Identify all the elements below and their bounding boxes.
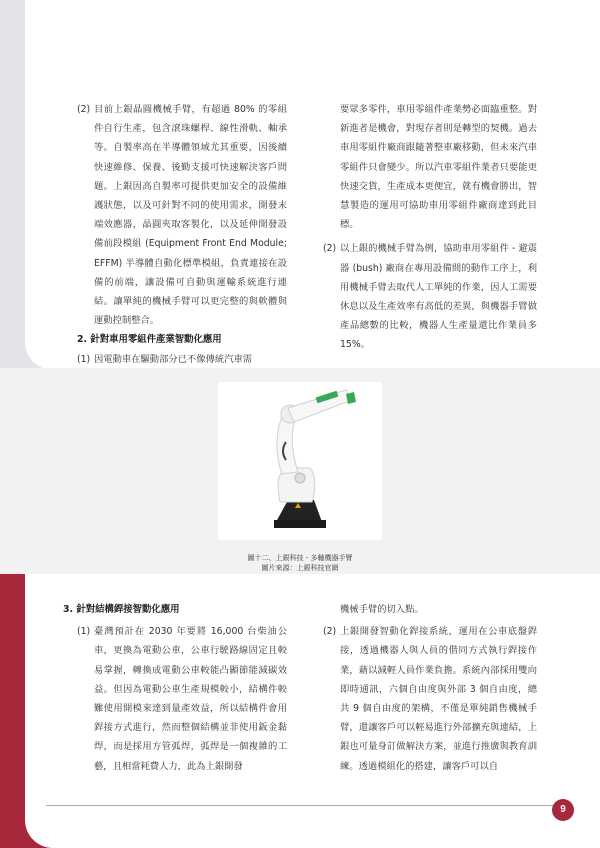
footer-rule — [46, 805, 556, 806]
item-text: 以上銀的機械手臂為例，協助車用零組件 - 避震器 (bush) 廠商在專用設備間的動作工序上，利用機械手臂去取代人工單純的作業，因人工需要休息以及生產效率有高低的差異，與機器手臂做產品總數的比較，機器人生產量還比作業員多 15%。 — [340, 243, 537, 351]
list-item-1 — [77, 350, 287, 369]
section-heading-3: 3. 針對結構銲接智動化應用 — [63, 604, 180, 615]
list-item-2 — [323, 239, 537, 354]
item-number: (2) — [323, 243, 337, 255]
continued-text: 要眾多零件，車用零組件產業勢必面臨重整。對新進者是機會，對現存者則是轉型的契機。過去車用零組件廠商跟隨著整車廠移動，但未來汽車零組件只會變少。所以汽車零組件業者只要能更快速交貨，生產成本更便宜，就有機會勝出，智慧製造的運用可協助車用零組件廠商達到此目標。 — [340, 104, 537, 231]
page-number: 9 — [552, 799, 574, 821]
robot-arm-icon — [218, 382, 382, 540]
item-text: 目前上銀晶圓機械手臂，有超過 80% 的零組件自行生產，包含滾珠螺桿、線性滑軌、軸承等。自製率高在半導體領域尤其重要，因後續快速維修、保養、後勤支援可快速解決客戶問題。上銀因高自製率可提供更加安全的設備維護狀態，以及可針對不同的使用需求，開發末端效應器，晶圓夾取客製化，以及延伸開發設備前段模組 (Equipment Front End Module; EFFM) 半導體自動化標準模組，負責連接在設備的前端，讓設備可自動與運輸系統進行連結。讓單純的機械手臂可以更完整的與軟體與運動控制整合。 — [94, 104, 287, 327]
robot-arm-image — [218, 382, 382, 540]
column-top-right — [323, 100, 537, 355]
item-text: 上銀開發智動化銲接系統，運用在公車底盤銲接，透過機器人與人員的偕同方式執行銲接作業，藉以減輕人員作業負擔。系統內部採用雙向即時通訊，六個自由度與外部 3 個自由度，總共 9 個自由度的架構，不僅是單純銷售機械手臂，還讓客戶可以輕易進行外部擴充與連結，上銀也可量身訂做解決方案，並進行推廣與教育訓練。透過模組化的搭建，讓客戶可以自 — [340, 626, 537, 772]
item-text: 臺灣預計在 2030 年要將 16,000 台柴油公車，更換為電動公車，公車行駛路線固定且較易掌握，轉換成電動公車較能凸顯節能減碳效益。但因為電動公車生產規模較小，結構件較難使用開模來達到量產效益，所以結構件會用銲接方式進行，然而整個結構並非使用鈑金黏焊，而是採用方管弧焊，弧焊是一個複雜的工藝，且相當耗費人力，此為上銀開發 — [94, 626, 287, 772]
item-number: (1) — [77, 626, 91, 638]
item-text: 因電動車在驅動部分已不像傳統汽車需 — [94, 353, 253, 365]
section-heading-2: 2. 針對車用零組件產業智動化應用 — [77, 334, 222, 346]
column-top-left — [77, 100, 287, 369]
item-number: (1) — [77, 353, 91, 365]
item-number: (2) — [323, 626, 337, 638]
column-bottom-right — [323, 600, 537, 776]
item-number: (2) — [77, 104, 91, 115]
figure-caption-title: 圖十二、上銀科技 - 多軸機器手臂 — [247, 554, 353, 562]
list-item-2 — [77, 100, 287, 330]
column-bottom-left — [63, 600, 287, 776]
figure-caption-source: 圖片來源：上銀科技官網 — [261, 564, 339, 572]
list-item-2 — [323, 622, 537, 776]
list-item-1 — [77, 622, 287, 776]
continued-text: 機械手臂的切入點。 — [340, 604, 424, 615]
